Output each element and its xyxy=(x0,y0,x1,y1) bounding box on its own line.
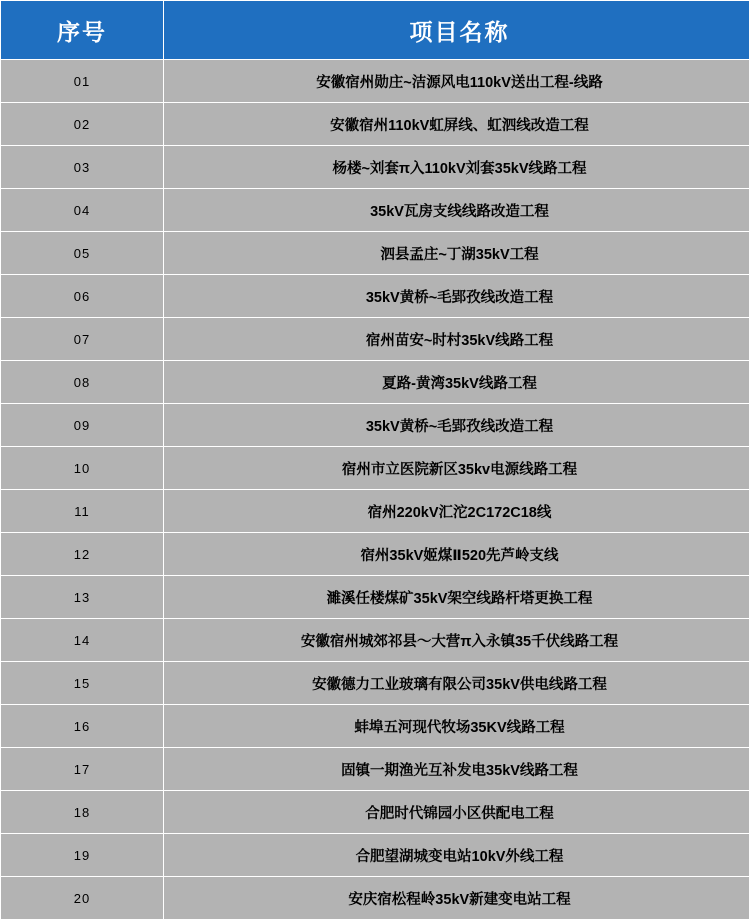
table-header-row xyxy=(1,1,749,60)
table-row xyxy=(1,662,749,705)
table-row xyxy=(1,748,749,791)
row-project-name: 35kV黄桥~毛郢孜线改造工程 xyxy=(164,404,749,447)
table-row xyxy=(1,60,749,103)
table-row xyxy=(1,791,749,834)
table-row xyxy=(1,834,749,877)
row-index: 09 xyxy=(1,404,164,447)
row-project-name: 宿州220kV汇沱2C172C18线 xyxy=(164,490,749,533)
row-project-name: 宿州35kV姬煤Ⅱ520先芦岭支线 xyxy=(164,533,749,576)
table-row xyxy=(1,533,749,576)
table-row xyxy=(1,318,749,361)
row-index: 17 xyxy=(1,748,164,791)
row-project-name: 安徽宿州勋庄~洁源风电110kV送出工程-线路 xyxy=(164,60,749,103)
row-index: 01 xyxy=(1,60,164,103)
row-project-name: 安徽德力工业玻璃有限公司35kV供电线路工程 xyxy=(164,662,749,705)
row-project-name: 安徽宿州城郊祁县～大营π入永镇35千伏线路工程 xyxy=(164,619,749,662)
table-header xyxy=(1,1,749,60)
table-row xyxy=(1,619,749,662)
row-index: 10 xyxy=(1,447,164,490)
row-project-name: 杨楼~刘套π入110kV刘套35kV线路工程 xyxy=(164,146,749,189)
row-index: 14 xyxy=(1,619,164,662)
row-project-name: 35kV黄桥~毛郢孜线改造工程 xyxy=(164,275,749,318)
row-index: 08 xyxy=(1,361,164,404)
column-header-project-name: 项目名称 xyxy=(164,1,749,60)
row-index: 05 xyxy=(1,232,164,275)
row-project-name: 夏路-黄湾35kV线路工程 xyxy=(164,361,749,404)
table-row xyxy=(1,705,749,748)
row-index: 11 xyxy=(1,490,164,533)
table-row xyxy=(1,877,749,920)
row-project-name: 泗县孟庄~丁湖35kV工程 xyxy=(164,232,749,275)
row-index: 12 xyxy=(1,533,164,576)
table-row xyxy=(1,404,749,447)
row-index: 15 xyxy=(1,662,164,705)
table-row xyxy=(1,189,749,232)
row-project-name: 濉溪任楼煤矿35kV架空线路杆塔更换工程 xyxy=(164,576,749,619)
row-project-name: 宿州苗安~时村35kV线路工程 xyxy=(164,318,749,361)
table-row xyxy=(1,447,749,490)
row-project-name: 蚌埠五河现代牧场35KV线路工程 xyxy=(164,705,749,748)
row-index: 02 xyxy=(1,103,164,146)
row-index: 16 xyxy=(1,705,164,748)
row-project-name: 安徽宿州110kV虹屏线、虹泗线改造工程 xyxy=(164,103,749,146)
row-index: 06 xyxy=(1,275,164,318)
column-header-index: 序号 xyxy=(1,1,164,60)
row-project-name: 安庆宿松程岭35kV新建变电站工程 xyxy=(164,877,749,920)
table-row xyxy=(1,232,749,275)
row-index: 07 xyxy=(1,318,164,361)
table-row xyxy=(1,275,749,318)
row-project-name: 宿州市立医院新区35kv电源线路工程 xyxy=(164,447,749,490)
row-index: 13 xyxy=(1,576,164,619)
table-row xyxy=(1,103,749,146)
table-row xyxy=(1,576,749,619)
row-project-name: 35kV瓦房支线线路改造工程 xyxy=(164,189,749,232)
table-row xyxy=(1,361,749,404)
row-project-name: 合肥时代锦园小区供配电工程 xyxy=(164,791,749,834)
row-index: 20 xyxy=(1,877,164,920)
row-index: 19 xyxy=(1,834,164,877)
table-row xyxy=(1,490,749,533)
table-row xyxy=(1,146,749,189)
table-body xyxy=(1,60,749,920)
row-index: 18 xyxy=(1,791,164,834)
row-index: 03 xyxy=(1,146,164,189)
row-project-name: 合肥望湖城变电站10kV外线工程 xyxy=(164,834,749,877)
row-index: 04 xyxy=(1,189,164,232)
row-project-name: 固镇一期渔光互补发电35kV线路工程 xyxy=(164,748,749,791)
